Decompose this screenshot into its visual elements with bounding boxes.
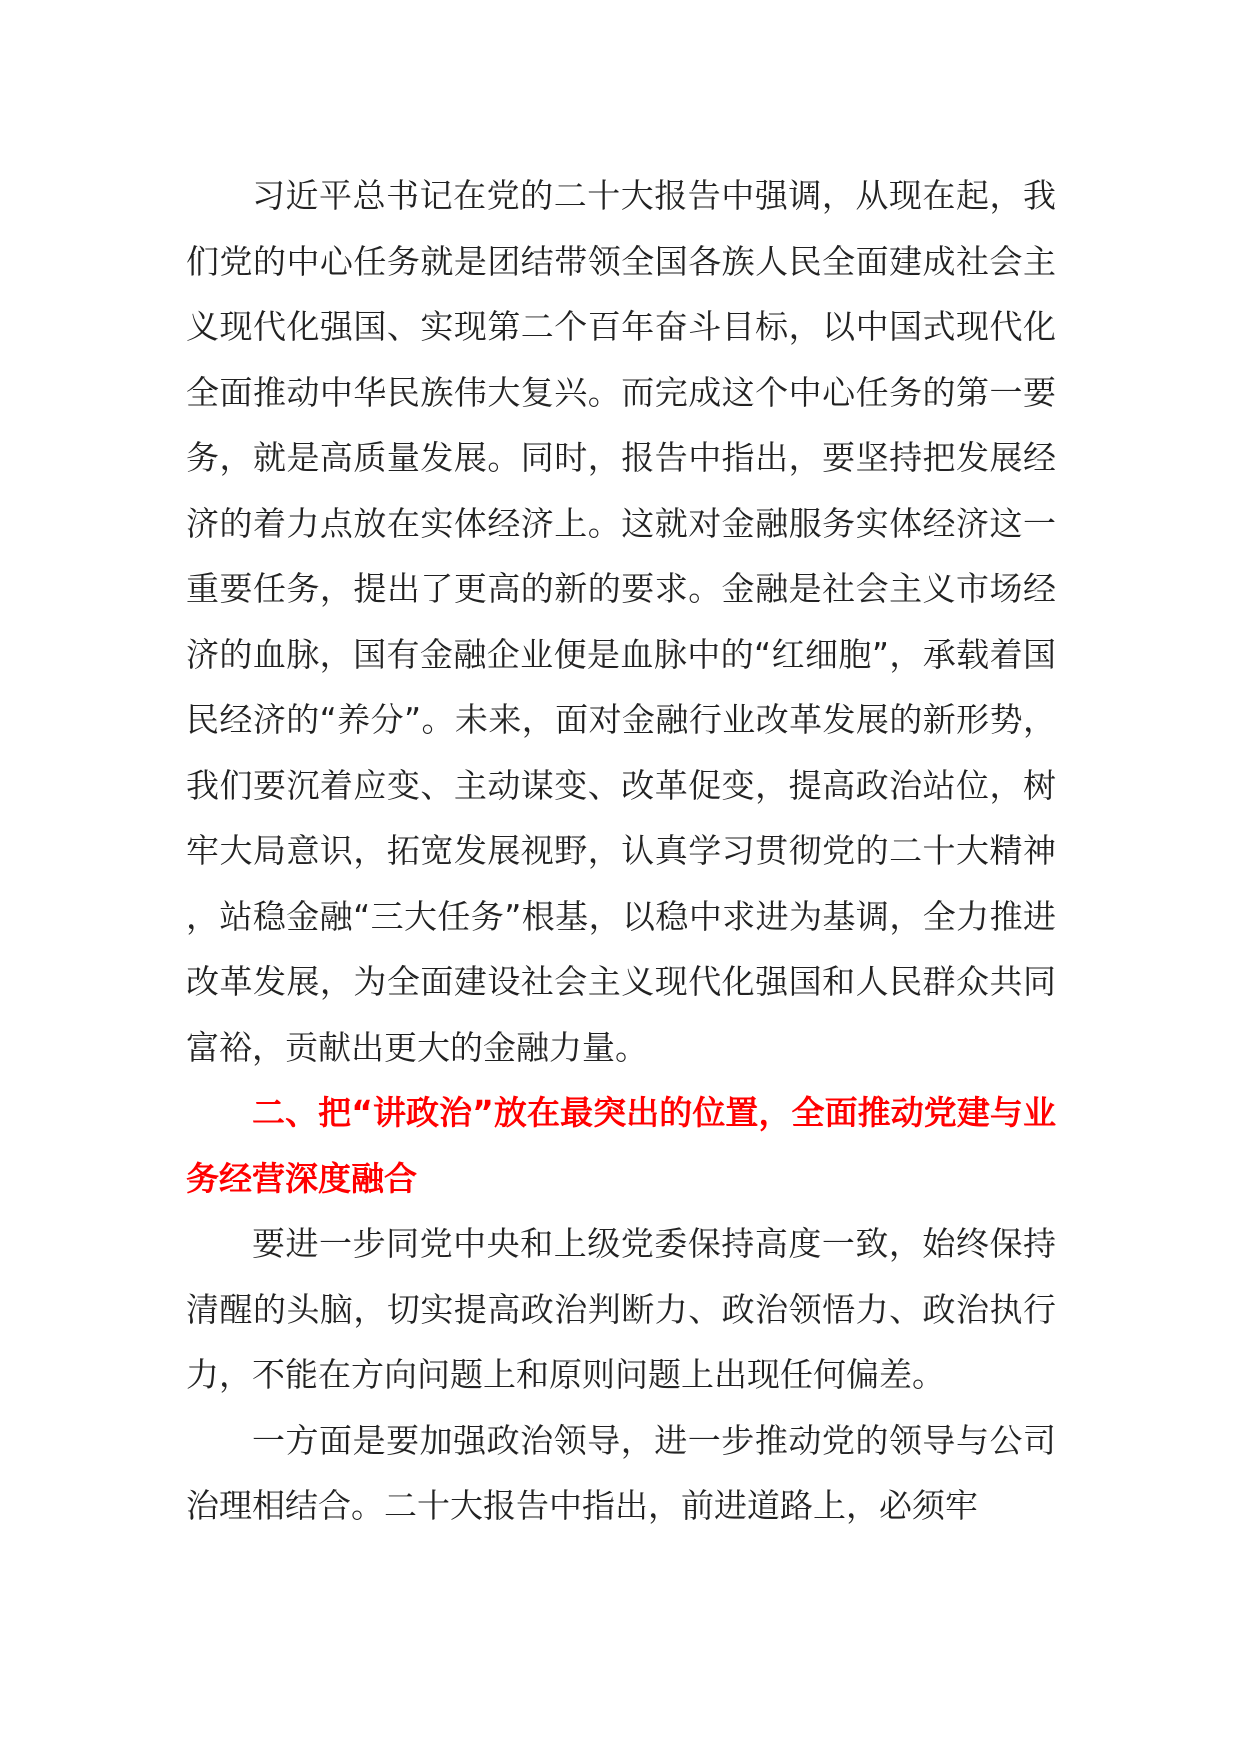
paragraph-political-alignment: 要进一步同党中央和上级党委保持高度一致，始终保持清醒的头脑，切实提高政治判断力、政治领悟力、政治执行力，不能在方向问题上和原则问题上出现任何偏差。 [186,1224,1056,1394]
section-heading: 二、把“讲政治”放在最突出的位置，全面推动党建与业务经营深度融合 [186,1093,1056,1198]
document-body [186,163,1056,1539]
paragraph-political-leadership: 一方面是要加强政治领导，进一步推动党的领导与公司治理相结合。二十大报告中指出，前进道路上，必须牢 [186,1420,1056,1525]
paragraph-intro: 习近平总书记在党的二十大报告中强调，从现在起，我们党的中心任务就是团结带领全国各族人民全面建成社会主义现代化强国、实现第二个百年奋斗目标，以中国式现代化全面推动中华民族伟大复兴。而完成这个中心任务的第一要务，就是高质量发展。同时，报告中指出，要坚持把发展经济的着力点放在实体经济上。这就对金融服务实体经济这一重要任务，提出了更高的新的要求。金融是社会主义市场经济的血脉，国有金融企业便是血脉中的“红细胞”，承载着国民经济的“养分”。未来，面对金融行业改革发展的新形势，我们要沉着应变、主动谋变、改革促变，提高政治站位，树牢大局意识，拓宽发展视野，认真学习贯彻党的二十大精神，站稳金融“三大任务”根基，以稳中求进为基调，全力推进改革发展，为全面建设社会主义现代化强国和人民群众共同富裕，贡献出更大的金融力量。 [186,176,1056,1067]
